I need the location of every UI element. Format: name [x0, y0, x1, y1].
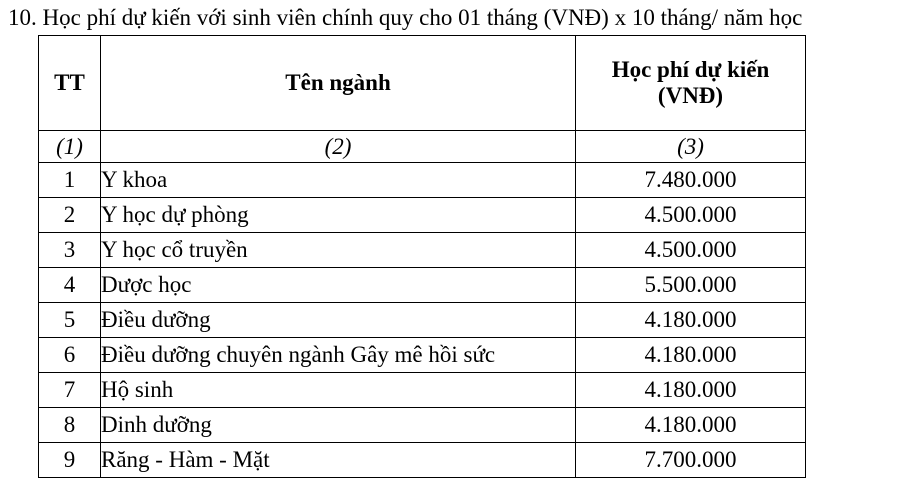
program-name: Điều dưỡng [101, 303, 576, 338]
row-number: 4 [39, 268, 101, 303]
row-number: 9 [39, 443, 101, 478]
program-fee: 4.180.000 [576, 338, 806, 373]
program-name: Điều dưỡng chuyên ngành Gây mê hồi sức [101, 338, 576, 373]
header-program-name: Tên ngành [101, 36, 576, 131]
program-fee: 7.480.000 [576, 163, 806, 198]
row-number: 2 [39, 198, 101, 233]
index-cell-2: (2) [101, 131, 576, 163]
program-fee: 4.180.000 [576, 408, 806, 443]
table-row [39, 338, 806, 373]
program-name: Dinh dưỡng [101, 408, 576, 443]
section-heading: 10. Học phí dự kiến với sinh viên chính quy cho 01 tháng (VNĐ) x 10 tháng/ năm học [8, 5, 803, 30]
table-row [39, 408, 806, 443]
table-row [39, 233, 806, 268]
table-row [39, 303, 806, 338]
program-name: Răng - Hàm - Mặt [101, 443, 576, 478]
tuition-fee-table [38, 35, 806, 478]
row-number: 3 [39, 233, 101, 268]
index-cell-1: (1) [39, 131, 101, 163]
program-name: Y khoa [101, 163, 576, 198]
table-row [39, 198, 806, 233]
program-name: Hộ sinh [101, 373, 576, 408]
program-fee: 4.180.000 [576, 373, 806, 408]
table-row [39, 163, 806, 198]
table-row [39, 268, 806, 303]
program-name: Dược học [101, 268, 576, 303]
index-cell-3: (3) [576, 131, 806, 163]
table-row [39, 373, 806, 408]
table-header-row [39, 36, 806, 131]
program-fee: 4.500.000 [576, 198, 806, 233]
program-fee: 5.500.000 [576, 268, 806, 303]
program-name: Y học cổ truyền [101, 233, 576, 268]
program-name: Y học dự phòng [101, 198, 576, 233]
table-row [39, 443, 806, 478]
program-fee: 4.180.000 [576, 303, 806, 338]
row-number: 6 [39, 338, 101, 373]
row-number: 8 [39, 408, 101, 443]
header-fee-line1: Học phí dự kiến [611, 57, 770, 82]
row-number: 7 [39, 373, 101, 408]
header-fee-line2: (VNĐ) [657, 83, 724, 108]
column-index-row [39, 131, 806, 163]
program-fee: 7.700.000 [576, 443, 806, 478]
header-stt: TT [39, 36, 101, 131]
program-fee: 4.500.000 [576, 233, 806, 268]
row-number: 5 [39, 303, 101, 338]
row-number: 1 [39, 163, 101, 198]
header-fee [576, 36, 806, 131]
